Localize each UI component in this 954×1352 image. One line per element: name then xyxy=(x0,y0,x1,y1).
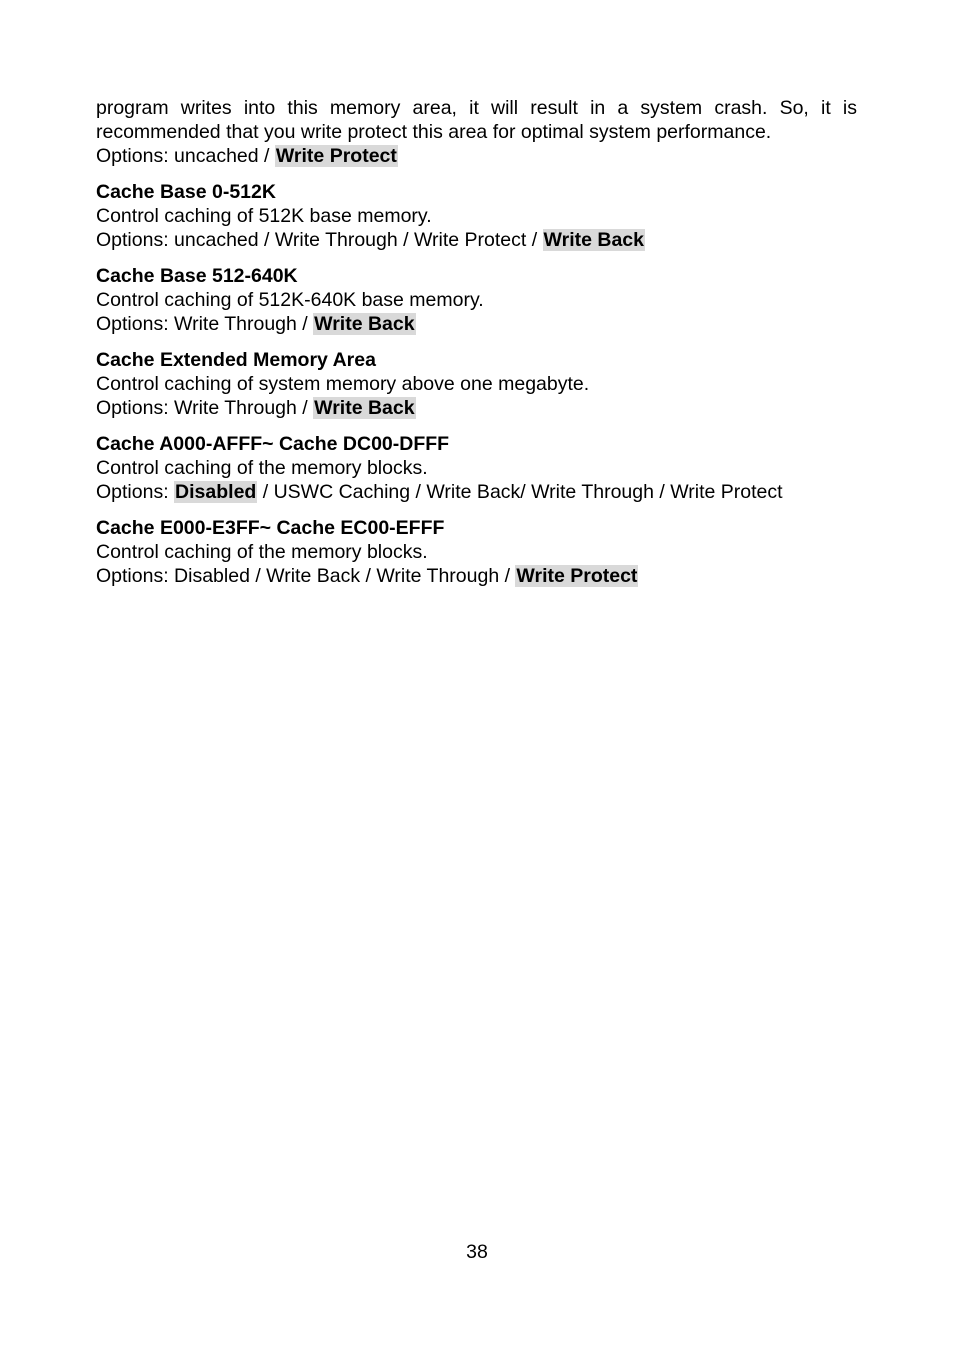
intro-options xyxy=(96,144,857,168)
default-option: Write Protect xyxy=(516,565,638,587)
section-title: Cache Base 0-512K xyxy=(96,181,276,203)
default-option: Write Back xyxy=(314,313,415,335)
section-description: Control caching of 512K base memory. xyxy=(96,205,432,227)
default-option: Write Protect xyxy=(275,145,397,167)
section-title: Cache Extended Memory Area xyxy=(96,349,376,371)
section-title: Cache A000-AFFF~ Cache DC00-DFFF xyxy=(96,433,450,455)
options-prefix: Options: uncached / xyxy=(96,145,275,167)
options-suffix: / USWC Caching / Write Back/ Write Through / Write Protect xyxy=(257,481,783,503)
section-cache-a000-dfff xyxy=(96,432,857,504)
options-prefix: Options: uncached / Write Through / Write Protect / xyxy=(96,229,543,251)
section-description: Control caching of the memory blocks. xyxy=(96,457,428,479)
section-title: Cache Base 512-640K xyxy=(96,265,298,287)
options-prefix: Options: xyxy=(96,481,175,503)
section-title: Cache E000-E3FF~ Cache EC00-EFFF xyxy=(96,517,445,539)
section-cache-extended-memory xyxy=(96,348,857,420)
section-options xyxy=(96,564,857,588)
options-prefix: Options: Write Through / xyxy=(96,313,314,335)
default-option: Write Back xyxy=(543,229,644,251)
default-option: Write Back xyxy=(314,397,415,419)
options-prefix: Options: Write Through / xyxy=(96,397,314,419)
document-body xyxy=(96,96,857,588)
section-cache-e000-efff xyxy=(96,516,857,588)
section-cache-base-0-512k xyxy=(96,180,857,252)
section-cache-base-512-640k xyxy=(96,264,857,336)
section-description: Control caching of the memory blocks. xyxy=(96,541,428,563)
options-prefix: Options: Disabled / Write Back / Write Through / xyxy=(96,565,516,587)
intro-paragraph xyxy=(96,96,857,168)
section-description: Control caching of system memory above one megabyte. xyxy=(96,373,590,395)
page-number: 38 xyxy=(466,1241,488,1263)
section-options xyxy=(96,396,857,420)
intro-text: program writes into this memory area, it will result in a system crash. So, it is recommended that you write protect this area for optimal system performance. xyxy=(96,97,857,143)
section-options xyxy=(96,480,857,504)
section-description: Control caching of 512K-640K base memory. xyxy=(96,289,484,311)
default-option: Disabled xyxy=(175,481,257,503)
section-options xyxy=(96,312,857,336)
section-options xyxy=(96,228,857,252)
